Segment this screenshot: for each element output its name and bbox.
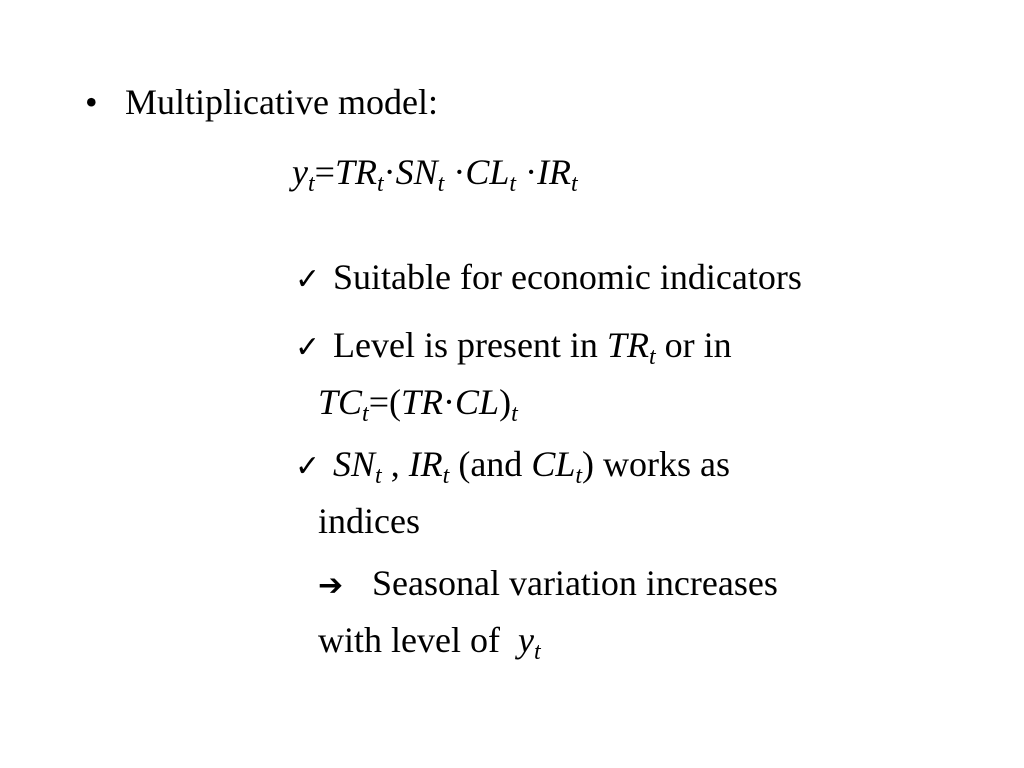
level-continuation xyxy=(295,375,955,429)
indices-continuation: indices xyxy=(318,501,420,541)
check-icon: ✓ xyxy=(295,449,321,484)
multiplicative-formula xyxy=(292,148,578,196)
level-eq-open: =( xyxy=(368,382,402,422)
formula-sn-sub: t xyxy=(437,171,445,197)
formula-dot-1: · xyxy=(383,152,396,192)
formula-sn: SN xyxy=(395,152,438,192)
indices-cl: CL xyxy=(531,444,576,484)
formula-ir: IR xyxy=(537,152,572,192)
indices-sn-sub: t xyxy=(375,463,382,489)
level-tc: TC xyxy=(318,382,363,422)
level-close-sub: t xyxy=(511,401,518,427)
bullet-multiplicative-model xyxy=(85,78,438,126)
check-item-suitable xyxy=(295,250,955,307)
formula-ir-sub: t xyxy=(571,171,578,197)
indices-and-open: (and xyxy=(449,444,532,484)
arrow-text: Seasonal variation increases xyxy=(372,563,778,603)
check-item-level xyxy=(295,318,955,429)
level-close: ) xyxy=(499,382,512,422)
formula-cl: CL xyxy=(465,152,510,192)
formula-dot-2: · xyxy=(453,152,466,192)
check-item-text: Suitable for economic indicators xyxy=(333,257,802,297)
formula-y-sub: t xyxy=(307,171,315,197)
level-tc-sub: t xyxy=(362,401,369,427)
arrow-y-sub: t xyxy=(533,639,541,665)
formula-tr: TR xyxy=(334,152,377,192)
level-text-part1: Level is present in xyxy=(333,325,607,365)
formula-equals: = xyxy=(314,152,335,192)
indices-sn: SN xyxy=(333,444,376,484)
check-item-indices xyxy=(295,437,955,548)
bullet-marker: • xyxy=(85,82,98,122)
check-icon: ✓ xyxy=(295,330,321,365)
check-icon: ✓ xyxy=(295,262,321,297)
formula-cl-sub: t xyxy=(509,171,517,197)
level-cl: CL xyxy=(455,382,500,422)
arrow-y: y xyxy=(517,620,534,660)
formula-tr-sub: t xyxy=(376,171,384,197)
level-tr-sub: t xyxy=(648,344,656,370)
arrow-cont-text: with level of xyxy=(318,620,518,660)
bullet-text: Multiplicative model: xyxy=(125,82,438,122)
formula-dot-3: · xyxy=(525,152,538,192)
indices-comma: , xyxy=(381,444,409,484)
level-tr: TR xyxy=(606,325,649,365)
indices-ir: IR xyxy=(408,444,443,484)
arrow-item-seasonal xyxy=(318,556,958,667)
arrow-continuation xyxy=(318,613,958,667)
indices-rest: ) works as xyxy=(582,444,731,484)
arrow-right-icon: ➔ xyxy=(318,568,344,603)
indices-cl-sub: t xyxy=(575,463,583,489)
level-dot: · xyxy=(443,382,456,422)
formula-y: y xyxy=(292,152,308,192)
level-text-part2: or in xyxy=(655,325,732,365)
indices-ir-sub: t xyxy=(442,463,450,489)
level-tr2: TR xyxy=(401,382,444,422)
